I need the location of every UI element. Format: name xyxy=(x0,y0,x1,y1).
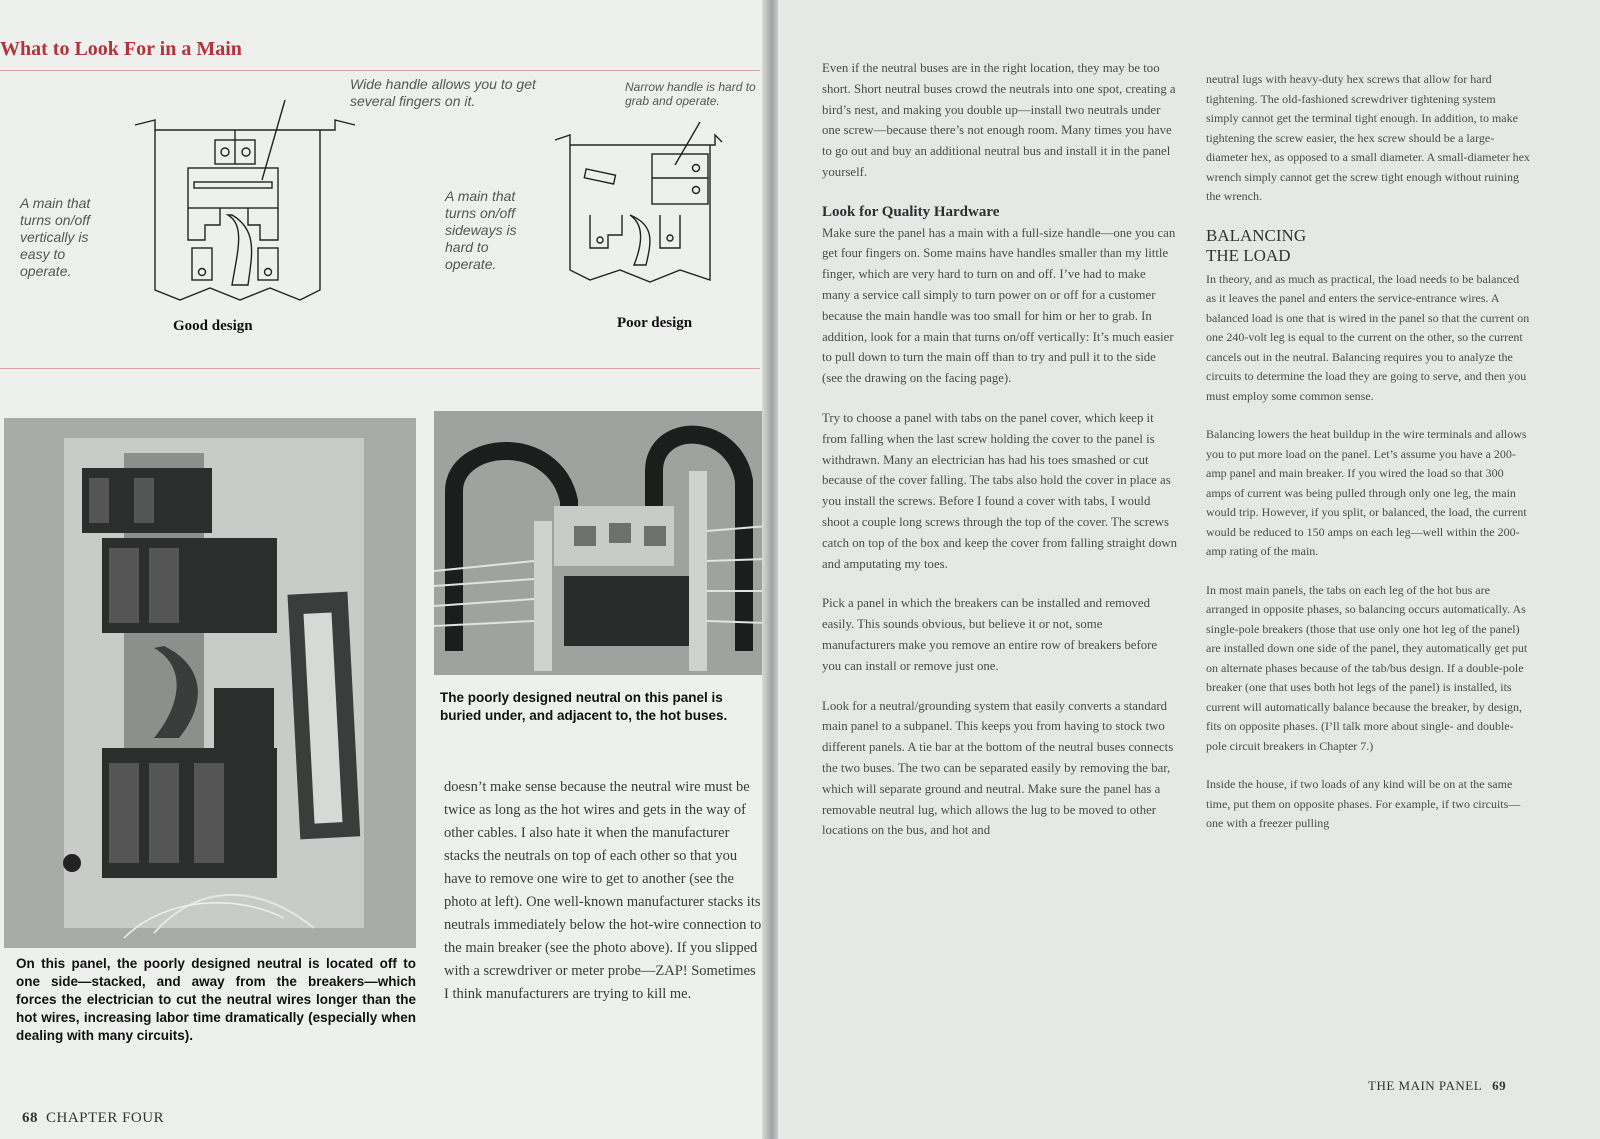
left-chapter-title: CHAPTER FOUR xyxy=(46,1110,165,1126)
balancing-load-heading xyxy=(1206,226,1531,266)
right-folio xyxy=(1368,1078,1514,1094)
photo-stacked-neutral-panel xyxy=(4,418,416,948)
right-chapter-title: THE MAIN PANEL xyxy=(1368,1078,1483,1093)
photo-right-caption: The poorly designed neutral on this panel is buried under, and adjacent to, the hot buses. xyxy=(440,690,728,723)
poor-side-note: A main that turns on/off sideways is hard to operate. xyxy=(445,188,517,272)
good-breaker-drawing xyxy=(120,90,370,330)
col2-paragraph-2: In theory, and as much as practical, the load needs to be balanced as it leaves the panel and enters the service-entrance wires. A balanced load is one that is wired in the panel so that the current on one 240-volt leg is equal to the current on the other, so the current cancels out in the neutral. Balancing requires you to analyze the circuits to determine the load they are going to serve, and then you must employ some common sense. xyxy=(1206,271,1530,403)
col1-paragraph-5: Look for a neutral/grounding system that easily converts a standard main panel to a subpanel. This keeps you from having to stock two different panels. A tie bar at the bottom of the neutral buses connects the two buses. The two can be separated easily by removing the bar, which will separate ground and neutral. Make sure the panel has a removable neutral lug, which allows the lug to be moved to other locations on the bus, and hot and xyxy=(822,698,1174,838)
col1-paragraph-3: Try to choose a panel with tabs on the panel cover, which keep it from falling when the last screw holding the cover to the panel is withdrawn. Many an electrician has had his toes smashed or cut because of the cover falling. The tabs also hold the cover in place as you install the screws. Before I found a cover with tabs, I would shoot a couple long screws through the top of the cover. The screws catch on top of the box and keep the cover from falling straight down and amputating my toes. xyxy=(822,410,1178,571)
poor-design-diagram xyxy=(440,70,760,350)
good-callout-text: Wide handle allows you to get several fingers on it. xyxy=(350,76,536,109)
left-page xyxy=(0,0,770,1139)
good-design-label: Good design xyxy=(173,318,253,334)
left-folio xyxy=(22,1110,164,1127)
col2-paragraph-3: Balancing lowers the heat buildup in the wire terminals and allows you to put more load on the panel. Let’s assume you have a 200-amp panel and main breaker. If you wired the load so that 300 amps of current was being pulled through only one leg, the main would trip. However, if you split, or balanced, the load, the current would be reduced to 150 amps on each leg—well within the 200-amp rating of the main. xyxy=(1206,427,1527,558)
left-body-paragraph: doesn’t make sense because the neutral wire must be twice as long as the hot wires and gets in the way of other cables. I also hate it when the manufacturer stacks the neutrals on top of each other so that you have to remove one wire to get to another (see the photo at left). One well-known manufacturer stacks its neutrals immediately below the hot-wire connection to the main breaker (see the photo above). If you slipped with a screwdriver or meter probe—ZAP! Sometimes I think manufacturers are trying to kill me. xyxy=(444,779,762,1002)
col1-paragraph-4: Pick a panel in which the breakers can be installed and removed easily. This sounds obvious, but believe it or not, some manufacturers make you remove an entire row of breakers before you can install or remove just one. xyxy=(822,596,1158,673)
poor-callout-text: Narrow handle is hard to grab and operate. xyxy=(625,80,756,108)
balancing-heading-line-2: THE LOAD xyxy=(1206,245,1291,265)
right-page xyxy=(778,0,1600,1139)
right-column-1 xyxy=(822,58,1177,860)
poor-breaker-drawing xyxy=(550,120,730,310)
quality-hardware-subheading: Look for Quality Hardware xyxy=(822,203,1000,220)
diagram-bottom-rule xyxy=(0,368,760,369)
right-column-2 xyxy=(1206,70,1531,853)
section-heading: What to Look For in a Main xyxy=(0,38,242,60)
col2-paragraph-4: In most main panels, the tabs on each leg of the hot bus are arranged in opposite phases, so balancing occurs automatically. As single-pole breakers (those that use only one hot leg of the panel) are installed down one side of the panel, they automatically get put on alternate phases because of the tab/bus design. If a double-pole breaker (one that uses both hot legs of the panel) is installed, its current will automatically balance because the breaker, by design, fits on opposite phases. (I’ll talk more about single- and double-pole circuit breakers in Chapter 7.) xyxy=(1206,582,1528,753)
left-body-text-column xyxy=(444,776,764,1026)
col1-paragraph-1: Even if the neutral buses are in the right location, they may be too short. Short neutral buses crowd the neutrals into one spot, creating a bird’s nest, and making you double up—install two neutrals under one screw—because there’s not enough room. Many times you have to go out and buy an additional neutral bus and install it in the panel yourself. xyxy=(822,61,1176,179)
good-side-note: A main that turns on/off vertically is easy to operate. xyxy=(20,195,91,279)
photo-buried-neutral-panel xyxy=(434,411,768,675)
col1-paragraph-2: Make sure the panel has a main with a full-size handle—one you can get four fingers on. Some mains have handles smaller than my little finger, which are very hard to turn on and off. I’ve had to make many a service call simply to turn power on or off for a customer because the main handle was too small for him or her to grab. In addition, look for a main that turns on/off vertically: It’s much easier to pull down to turn the main off than to try and pull it to the side (see the drawing on the facing page). xyxy=(822,225,1176,386)
right-page-number: 69 xyxy=(1492,1078,1507,1093)
left-page-number: 68 xyxy=(22,1110,38,1126)
balancing-heading-line-1: BALANCING xyxy=(1206,225,1307,245)
poor-design-label: Poor design xyxy=(617,315,693,331)
photo-left-caption: On this panel, the poorly designed neutral is located off to one side—stacked, and away from the breakers—which forces the electrician to cut the neutral wires longer than the hot wires, increasing labor time dramatically (especially when dealing with many circuits). xyxy=(16,956,416,1043)
col2-paragraph-1: neutral lugs with heavy-duty hex screws that allow for hard tightening. The old-fashioned screwdriver tightening system simply cannot get the terminal tight enough. In addition, to make tightening the screw easier, the hex screw should be a large-diameter hex, as opposed to a small diameter. A small-diameter hex wrench simply cannot get the screw tight enough without ruining the wrench. xyxy=(1206,72,1530,203)
col2-paragraph-5: Inside the house, if two loads of any kind will be on at the same time, put them on opposite phases. For example, if two circuits—one with a freezer pulling xyxy=(1206,777,1521,830)
